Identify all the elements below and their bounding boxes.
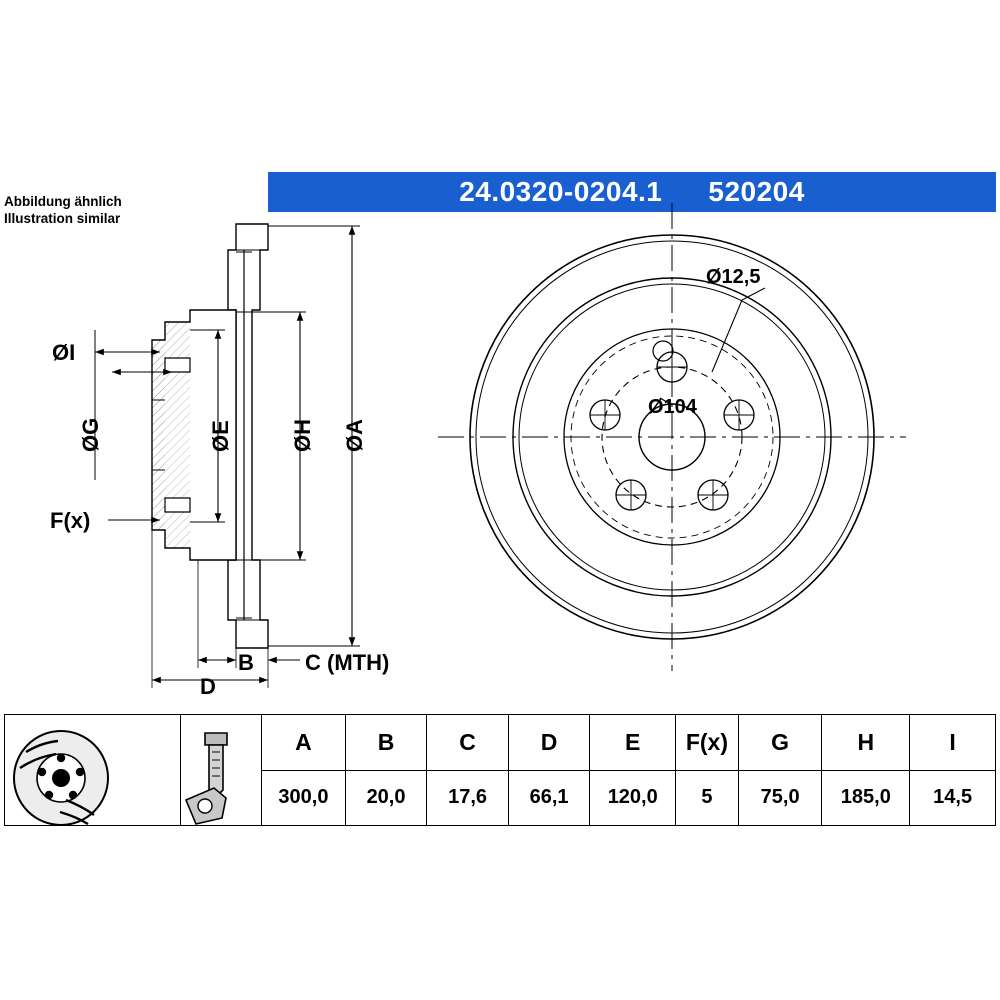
part-number: 24.0320-0204.1 (459, 176, 663, 207)
wheel-bolt-hole-lower (165, 498, 190, 512)
column-header-h: H (822, 715, 910, 771)
hatch-band-left (152, 340, 165, 530)
disc-icon-cell (5, 715, 181, 826)
label-c: C (MTH) (305, 650, 390, 675)
value-g: 75,0 (738, 770, 822, 826)
table-row-headers (5, 715, 996, 771)
label-hole-diameter: Ø12,5 (706, 266, 761, 288)
illustration-note-de: Abbildung ähnlich (4, 194, 122, 209)
column-header-a: A (262, 715, 346, 771)
reference-number: 520204 (708, 176, 805, 207)
label-fx: F(x) (50, 508, 91, 533)
leader-hole-dia (712, 288, 765, 372)
label-dia-h: ØH (290, 419, 315, 452)
value-e: 120,0 (590, 770, 676, 826)
illustration-note-en: Illustration similar (4, 211, 121, 226)
hatch-band-mid (165, 322, 190, 548)
column-header-g: G (738, 715, 822, 771)
value-a: 300,0 (262, 770, 346, 826)
value-fx: 5 (676, 770, 739, 826)
face-view-labels (648, 266, 760, 418)
value-c: 17,6 (427, 770, 509, 826)
column-header-e: E (590, 715, 676, 771)
column-header-b: B (345, 715, 427, 771)
wheel-bolt-hole-upper (165, 358, 190, 372)
label-dia-a: ØA (342, 419, 367, 452)
label-dia-i: ØI (52, 340, 76, 365)
value-d: 66,1 (508, 770, 590, 826)
label-bolt-circle: Ø104 (648, 396, 697, 418)
column-header-fx: F(x) (676, 715, 739, 771)
dimensions-table (4, 714, 996, 826)
value-h: 185,0 (822, 770, 910, 826)
column-header-i: I (910, 715, 996, 771)
value-i: 14,5 (910, 770, 996, 826)
column-header-c: C (427, 715, 509, 771)
face-view (438, 203, 906, 671)
label-dia-e: ØE (208, 420, 233, 452)
label-d: D (200, 674, 216, 699)
label-dia-g: ØG (78, 417, 103, 452)
value-b: 20,0 (345, 770, 427, 826)
locating-hole (653, 341, 673, 361)
column-header-d: D (508, 715, 590, 771)
bolt-icon-cell (180, 715, 262, 826)
label-b: B (238, 650, 254, 675)
